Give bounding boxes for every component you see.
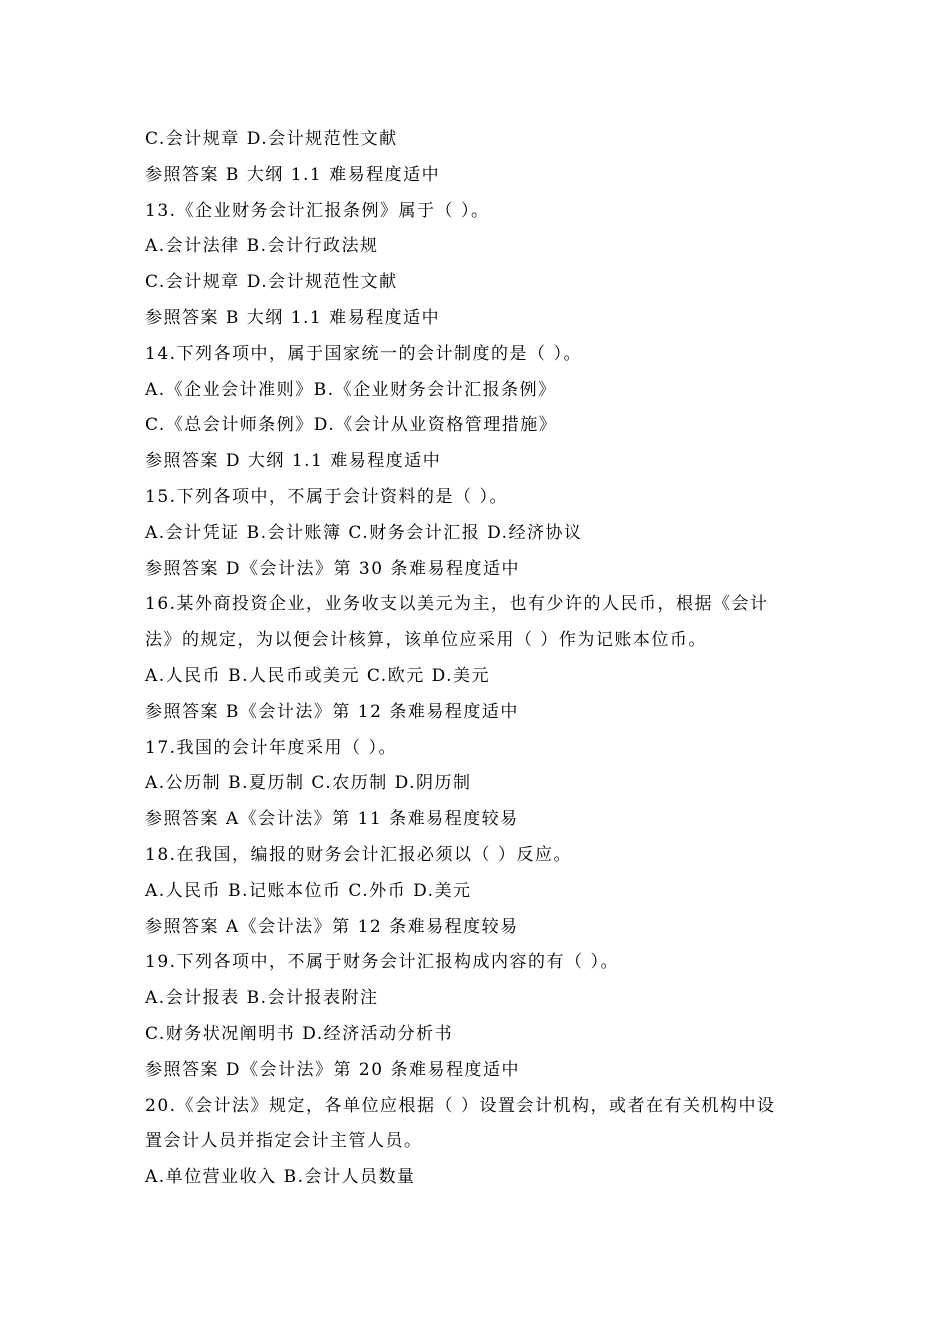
question-17: 17.我国的会计年度采用（ ）。 bbox=[145, 737, 397, 758]
option-line: A.公历制 B.夏历制 C.农历制 D.阴历制 bbox=[145, 773, 472, 794]
option-line: A.会计报表 B.会计报表附注 bbox=[145, 988, 379, 1009]
question-16-continued: 法》的规定，为以便会计核算，该单位应采用（ ）作为记账本位币。 bbox=[145, 630, 707, 651]
text-line: C.会计规章 D.会计规范性文献 bbox=[145, 129, 398, 149]
option-line: C.会计规章 D.会计规范性文献 bbox=[145, 272, 398, 293]
answer-line: 参照答案 B 大纲 1.1 难易程度适中 bbox=[145, 164, 441, 185]
option-line: C.《总会计师条例》D.《会计从业资格管理措施》 bbox=[145, 415, 558, 436]
question-13: 13.《企业财务会计汇报条例》属于（ ）。 bbox=[145, 200, 490, 221]
answer-line: 参照答案 B 大纲 1.1 难易程度适中 bbox=[145, 307, 441, 328]
answer-line: 参照答案 D 大纲 1.1 难易程度适中 bbox=[145, 451, 442, 472]
answer-line: 参照答案 D《会计法》第 30 条难易程度适中 bbox=[145, 558, 520, 579]
question-18: 18.在我国，编报的财务会计汇报必须以（ ）反应。 bbox=[145, 844, 572, 865]
option-line: A.人民币 B.记账本位币 C.外币 D.美元 bbox=[145, 880, 472, 901]
answer-line: 参照答案 A《会计法》第 12 条难易程度较易 bbox=[145, 916, 519, 937]
option-line: A.人民币 B.人民币或美元 C.欧元 D.美元 bbox=[145, 665, 491, 686]
document-body bbox=[145, 122, 815, 1196]
answer-line: 参照答案 D《会计法》第 20 条难易程度适中 bbox=[145, 1059, 520, 1080]
question-16: 16.某外商投资企业，业务收支以美元为主，也有少许的人民币，根据《会计 bbox=[145, 594, 769, 615]
option-line: A.单位营业收入 B.会计人员数量 bbox=[145, 1167, 416, 1188]
option-line: A.《企业会计准则》B.《企业财务会计汇报条例》 bbox=[145, 379, 557, 400]
answer-line: 参照答案 B《会计法》第 12 条难易程度适中 bbox=[145, 701, 519, 722]
option-line: A.会计凭证 B.会计账簿 C.财务会计汇报 D.经济协议 bbox=[145, 522, 583, 543]
question-19: 19.下列各项中，不属于财务会计汇报构成内容的有（ ）。 bbox=[145, 952, 619, 973]
question-20: 20.《会计法》规定，各单位应根据（ ）设置会计机构，或者在有关机构中设 bbox=[145, 1095, 776, 1116]
option-line: C.财务状况阐明书 D.经济活动分析书 bbox=[145, 1023, 454, 1044]
answer-line: 参照答案 A《会计法》第 11 条难易程度较易 bbox=[145, 809, 519, 830]
question-15: 15.下列各项中，不属于会计资料的是（ ）。 bbox=[145, 486, 508, 507]
question-20-continued: 置会计人员并指定会计主管人员。 bbox=[145, 1131, 423, 1152]
option-line: A.会计法律 B.会计行政法规 bbox=[145, 236, 379, 257]
question-14: 14.下列各项中，属于国家统一的会计制度的是（ ）。 bbox=[145, 343, 582, 364]
